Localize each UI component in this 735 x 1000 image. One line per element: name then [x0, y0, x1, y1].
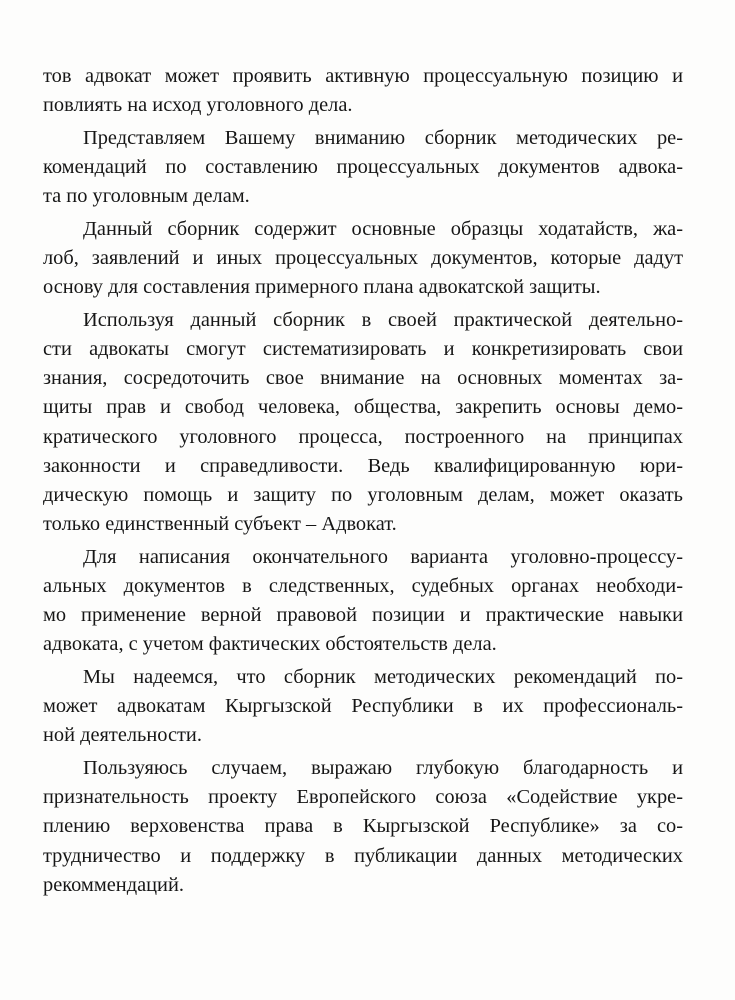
paragraph [43, 543, 683, 660]
text-line: тов адвокат может проявить активную процессуальную позицию и [43, 65, 683, 87]
paragraph [43, 754, 683, 900]
text-line: та по уголовным делам. [43, 185, 250, 208]
text-line: рекоммендаций. [43, 873, 184, 896]
paragraph [43, 663, 683, 751]
text-line: знания, сосредоточить свое внимание на основных моментах за- [43, 367, 683, 390]
text-line: Пользуяюсь случаем, выражаю глубокую благодарность и [83, 757, 683, 780]
text-line: ной деятельности. [43, 724, 202, 747]
text-line: Мы надеемся, что сборник методических рекомендаций по- [83, 666, 683, 689]
text-line: дическую помощь и защиту по уголовным делам, может оказать [43, 484, 683, 507]
text-line: альных документов в следственных, судебных органах необходи- [43, 575, 683, 598]
text-line: лоб, заявлений и иных процессуальных документов, которые дадут [43, 247, 683, 269]
text-line: признательность проекту Европейского союза «Содействие укре- [43, 786, 683, 809]
paragraph [43, 215, 683, 303]
text-line: законности и справедливости. Ведь квалифицированную юри- [43, 454, 683, 477]
text-line: сти адвокаты смогут систематизировать и конкретизировать свои [43, 338, 683, 360]
text-line: основу для составления примерного плана адвокатской защиты. [43, 276, 601, 299]
text-line: Для написания окончательного варианта уголовно-процессу- [83, 545, 683, 568]
text-line: только единственный субъект – Адвокат. [43, 513, 397, 536]
paragraph [43, 306, 683, 540]
paragraph [43, 124, 683, 212]
text-line: Представляем Вашему вниманию сборник методических ре- [83, 126, 683, 149]
text-line: может адвокатам Кыргызской Республики в их профессиональ- [43, 695, 683, 718]
text-line: Используя данный сборник в своей практической деятельно- [83, 308, 683, 331]
text-line: кратического уголовного процесса, построенного на принципах [43, 425, 683, 448]
text-line: мо применение верной правовой позиции и практические навыки [43, 604, 683, 627]
text-line: щиты прав и свобод человека, общества, закрепить основы демо- [43, 396, 683, 419]
text-line: трудничество и поддержку в публикации данных методических [43, 844, 683, 867]
document-body [43, 62, 683, 903]
text-line: адвоката, с учетом фактических обстоятельств дела. [43, 633, 497, 656]
text-line: Данный сборник содержит основные образцы ходатайств, жа- [83, 217, 683, 240]
text-line: плению верховенства права в Кыргызской Республике» за со- [43, 815, 683, 838]
paragraph [43, 62, 683, 120]
text-line: комендаций по составлению процессуальных документов адвока- [43, 156, 683, 178]
text-line: повлиять на исход уголовного дела. [43, 94, 353, 117]
